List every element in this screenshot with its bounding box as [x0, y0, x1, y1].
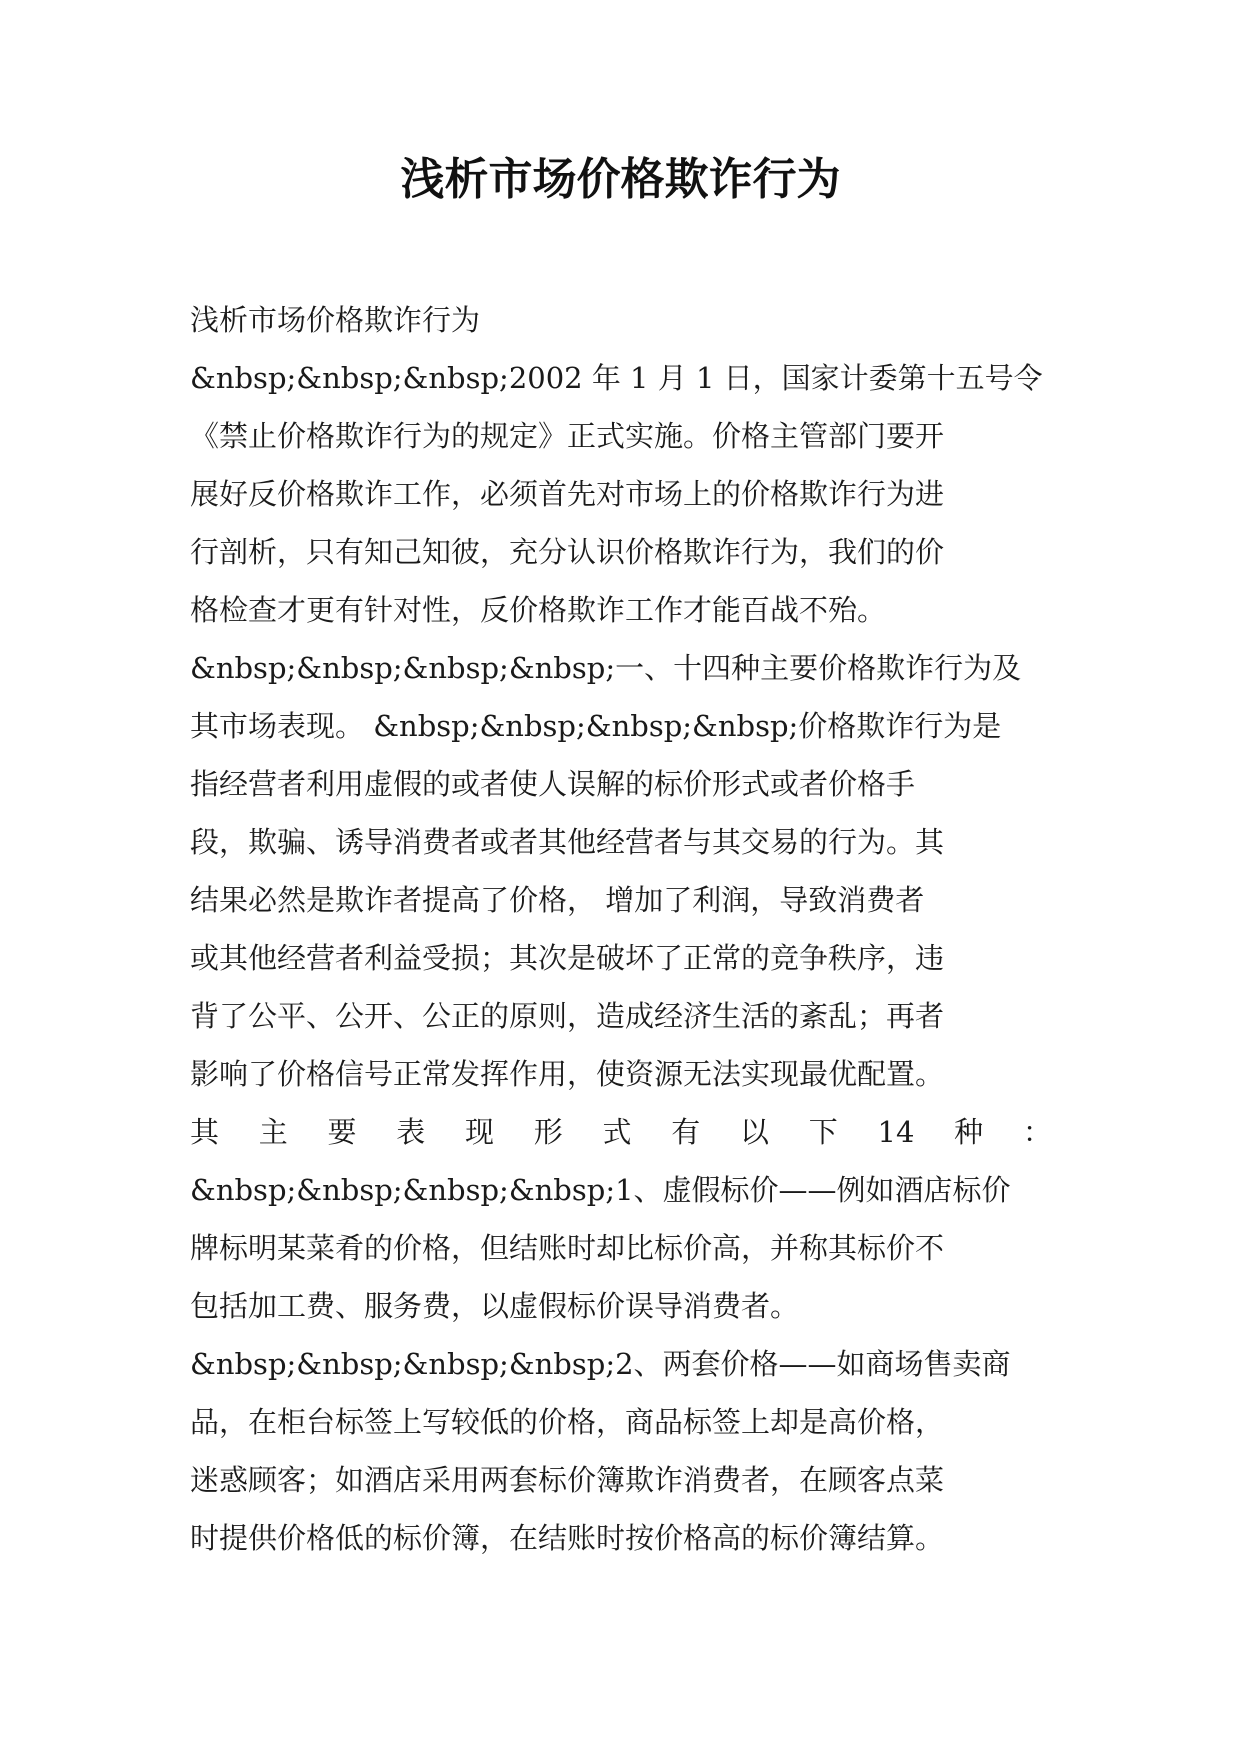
- body-line: &nbsp;&nbsp;&nbsp;&nbsp;1、虚假标价——例如酒店标价: [190, 1173, 1011, 1207]
- body-line: &nbsp;&nbsp;&nbsp;&nbsp;一、十四种主要价格欺诈行为及: [190, 651, 1022, 685]
- document-title: 浅析市场价格欺诈行为: [400, 154, 841, 205]
- spread-char: 以: [740, 1115, 770, 1149]
- body-line: 品，在柜台标签上写较低的价格，商品标签上却是高价格，: [190, 1405, 945, 1439]
- spread-char: 主: [258, 1115, 288, 1149]
- body-line: 浅析市场价格欺诈行为: [190, 303, 481, 337]
- body-line: 展好反价格欺诈工作，必须首先对市场上的价格欺诈行为进: [190, 477, 945, 511]
- spread-char: 要: [327, 1115, 357, 1149]
- body-line: 《禁止价格欺诈行为的规定》正式实施。价格主管部门要开: [190, 419, 945, 453]
- spread-char: 有: [671, 1115, 701, 1149]
- body-line: 迷惑顾客；如酒店采用两套标价簿欺诈消费者，在顾客点菜: [190, 1463, 945, 1497]
- body-line: &nbsp;&nbsp;&nbsp;&nbsp;2、两套价格——如商场售卖商: [190, 1347, 1011, 1381]
- body-line: 或其他经营者利益受损；其次是破坏了正常的竞争秩序，违: [190, 941, 945, 975]
- body-line: 牌标明某菜肴的价格，但结账时却比标价高，并称其标价不: [190, 1231, 945, 1265]
- body-line: 格检查才更有针对性，反价格欺诈工作才能百战不殆。: [190, 593, 887, 627]
- spread-char: 其: [190, 1115, 220, 1149]
- body-line: 包括加工费、服务费，以虚假标价误导消费者。: [190, 1289, 800, 1323]
- body-line: 其市场表现。 &nbsp;&nbsp;&nbsp;&nbsp;价格欺诈行为是: [190, 709, 1002, 743]
- spread-char: 式: [602, 1115, 632, 1149]
- body-line: 背了公平、公开、公正的原则，造成经济生活的紊乱；再者: [190, 999, 945, 1033]
- spread-char: 种: [954, 1115, 984, 1149]
- body-line: 指经营者利用虚假的或者使人误解的标价形式或者价格手: [190, 767, 916, 801]
- spread-char: 形: [533, 1115, 563, 1149]
- spread-char: 现: [465, 1115, 495, 1149]
- document-body: [190, 291, 1052, 1567]
- body-line: 行剖析，只有知己知彼，充分认识价格欺诈行为，我们的价: [190, 535, 945, 569]
- body-line: 段，欺骗、诱导消费者或者其他经营者与其交易的行为。其: [190, 825, 945, 859]
- spread-char: 表: [396, 1115, 426, 1149]
- body-line-spread: [190, 1103, 1052, 1161]
- body-line: &nbsp;&nbsp;&nbsp;2002 年 1 月 1 日，国家计委第十五号令: [190, 361, 1043, 395]
- spread-char: ：: [1022, 1115, 1052, 1149]
- body-line: 影响了价格信号正常发挥作用，使资源无法实现最优配置。: [190, 1057, 945, 1091]
- body-line: 时提供价格低的标价簿，在结账时按价格高的标价簿结算。: [190, 1521, 945, 1555]
- body-line: 结果必然是欺诈者提高了价格， 增加了利润，导致消费者: [190, 883, 925, 917]
- spread-char: 14: [877, 1115, 915, 1149]
- spread-char: 下: [808, 1115, 838, 1149]
